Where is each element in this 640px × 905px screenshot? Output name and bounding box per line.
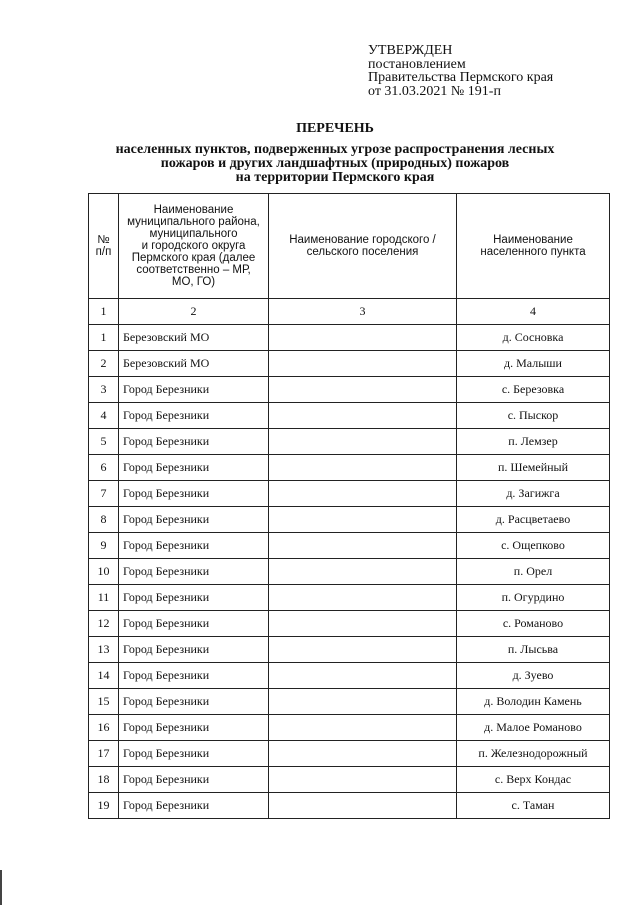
table-row — [89, 767, 610, 793]
row-locality: п. Шемейный — [457, 455, 610, 481]
header-locality: Наименование населенного пункта — [457, 194, 610, 299]
row-district: Город Березники — [119, 403, 269, 429]
row-locality: с. Романово — [457, 611, 610, 637]
row-district: Город Березники — [119, 637, 269, 663]
row-district: Город Березники — [119, 533, 269, 559]
table-body — [89, 325, 610, 819]
table-row — [89, 741, 610, 767]
table-row — [89, 559, 610, 585]
table-row — [89, 455, 610, 481]
row-locality: с. Таман — [457, 793, 610, 819]
scan-edge-mark — [0, 870, 2, 905]
row-settlement — [269, 403, 457, 429]
row-settlement — [269, 455, 457, 481]
row-number: 8 — [89, 507, 119, 533]
row-district: Город Березники — [119, 793, 269, 819]
row-locality: п. Орел — [457, 559, 610, 585]
approval-line: постановлением — [368, 56, 466, 72]
column-number: 3 — [269, 299, 457, 325]
row-locality: с. Верх Кондас — [457, 767, 610, 793]
row-locality: с. Пыскор — [457, 403, 610, 429]
row-number: 5 — [89, 429, 119, 455]
row-number: 14 — [89, 663, 119, 689]
row-settlement — [269, 559, 457, 585]
table-row — [89, 715, 610, 741]
row-locality: д. Расцветаево — [457, 507, 610, 533]
row-locality: д. Володин Камень — [457, 689, 610, 715]
row-number: 11 — [89, 585, 119, 611]
row-settlement — [269, 689, 457, 715]
table-header-row — [89, 194, 610, 299]
row-number: 1 — [89, 325, 119, 351]
row-number: 13 — [89, 637, 119, 663]
row-settlement — [269, 637, 457, 663]
row-number: 12 — [89, 611, 119, 637]
table-row — [89, 377, 610, 403]
table-row — [89, 403, 610, 429]
column-number: 2 — [119, 299, 269, 325]
row-number: 7 — [89, 481, 119, 507]
column-number: 1 — [89, 299, 119, 325]
row-district: Город Березники — [119, 715, 269, 741]
row-number: 19 — [89, 793, 119, 819]
title-heading: ПЕРЕЧЕНЬ — [296, 121, 374, 136]
row-locality: п. Железнодорожный — [457, 741, 610, 767]
row-number: 17 — [89, 741, 119, 767]
row-district: Город Березники — [119, 429, 269, 455]
table-row — [89, 663, 610, 689]
table-row — [89, 481, 610, 507]
row-number: 4 — [89, 403, 119, 429]
row-settlement — [269, 325, 457, 351]
row-settlement — [269, 793, 457, 819]
row-number: 10 — [89, 559, 119, 585]
table-row — [89, 637, 610, 663]
row-number: 16 — [89, 715, 119, 741]
row-settlement — [269, 715, 457, 741]
row-locality: п. Лемзер — [457, 429, 610, 455]
row-number: 15 — [89, 689, 119, 715]
row-number: 2 — [89, 351, 119, 377]
row-settlement — [269, 429, 457, 455]
table-row — [89, 689, 610, 715]
row-locality: д. Сосновка — [457, 325, 610, 351]
row-locality: п. Лысьва — [457, 637, 610, 663]
row-district: Город Березники — [119, 741, 269, 767]
document-title — [0, 122, 640, 185]
row-locality: д. Малое Романово — [457, 715, 610, 741]
row-district: Город Березники — [119, 767, 269, 793]
approval-title: УТВЕРЖДЕН — [368, 43, 453, 58]
header-settlement: Наименование городского / сельского поселения — [269, 194, 457, 299]
approval-line: Правительства Пермского края — [368, 70, 554, 85]
table-row — [89, 429, 610, 455]
column-number: 4 — [457, 299, 610, 325]
title-line: населенных пунктов, подверженных угрозе распространения лесных — [115, 142, 555, 157]
row-district: Город Березники — [119, 611, 269, 637]
table-row — [89, 351, 610, 377]
row-locality: д. Загижга — [457, 481, 610, 507]
row-locality: д. Зуево — [457, 663, 610, 689]
row-district: Город Березники — [119, 689, 269, 715]
row-number: 6 — [89, 455, 119, 481]
row-settlement — [269, 507, 457, 533]
row-settlement — [269, 481, 457, 507]
row-district: Город Березники — [119, 585, 269, 611]
row-district: Город Березники — [119, 663, 269, 689]
row-district: Березовский МО — [119, 325, 269, 351]
table-row — [89, 507, 610, 533]
approval-stamp — [368, 44, 553, 98]
row-settlement — [269, 663, 457, 689]
row-number: 9 — [89, 533, 119, 559]
row-settlement — [269, 767, 457, 793]
table-row — [89, 793, 610, 819]
approval-date: от 31.03.2021 № 191-п — [368, 83, 501, 99]
title-line: на территории Пермского края — [235, 170, 435, 185]
header-number: № п/п — [89, 194, 119, 299]
localities-table — [88, 193, 610, 819]
row-number: 3 — [89, 377, 119, 403]
title-line: пожаров и других ландшафтных (природных) пожаров — [160, 156, 510, 171]
row-district: Город Березники — [119, 507, 269, 533]
row-district: Город Березники — [119, 455, 269, 481]
header-district: Наименование муниципального района, муниципального и городского округа Пермского края (далее соответственно – МР, МО, ГО) — [119, 194, 269, 299]
row-number: 18 — [89, 767, 119, 793]
row-settlement — [269, 351, 457, 377]
column-number-row — [89, 299, 610, 325]
row-settlement — [269, 585, 457, 611]
row-locality: с. Березовка — [457, 377, 610, 403]
row-locality: с. Ощепково — [457, 533, 610, 559]
row-district: Город Березники — [119, 377, 269, 403]
row-settlement — [269, 611, 457, 637]
table-row — [89, 585, 610, 611]
row-settlement — [269, 741, 457, 767]
row-district: Город Березники — [119, 481, 269, 507]
row-settlement — [269, 533, 457, 559]
table-row — [89, 533, 610, 559]
row-settlement — [269, 377, 457, 403]
row-district: Город Березники — [119, 559, 269, 585]
table-row — [89, 611, 610, 637]
row-locality: п. Огурдино — [457, 585, 610, 611]
table-row — [89, 325, 610, 351]
row-locality: д. Малыши — [457, 351, 610, 377]
row-district: Березовский МО — [119, 351, 269, 377]
